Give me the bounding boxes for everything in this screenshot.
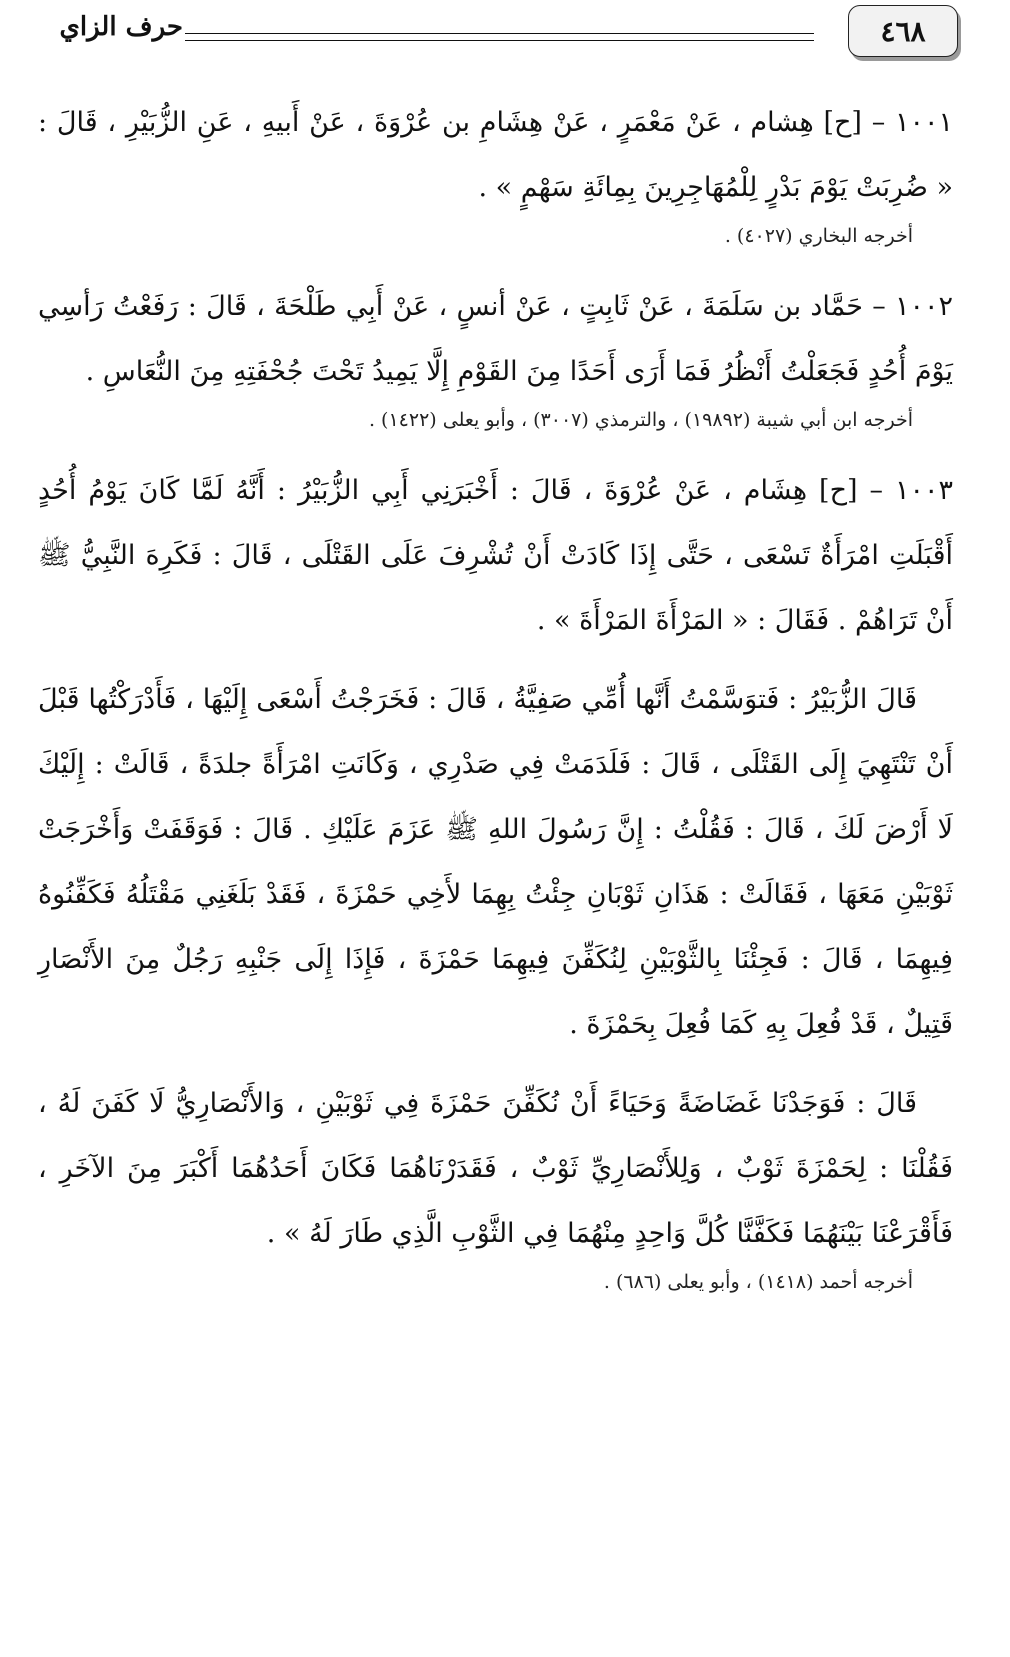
hadith-1003-continuation-2: قَالَ : فَوَجَدْنَا غَضَاضَةً وَحَيَاءً أَنْ نُكَفِّنَ حَمْزَةَ فِي ثَوْبَيْنِ ، وَالأَنْصَارِيُّ لَا كَفَنَ لَهُ ، فَقُلْنَا : لِحَمْزَةَ ثَوْبٌ ، وَلِلأَنْصَارِيِّ ثَوْبٌ ، فَقَدَرْنَاهُمَا فَكَانَ أَحَدُهُمَا أَكْبَرَ مِنَ الآخَرِ ، فَأَقْرَعْنَا بَيْنَهُمَا فَكَفَّنَّا كُلَّ وَاحِدٍ مِنْهُمَا فِي الثَّوْبِ الَّذِي طَارَ لَهُ » . — [38, 1088, 953, 1249]
hadith-1002-source: أخرجه ابن أبي شيبة (١٩٨٩٢) ، والترمذي (٣٠٠٧) ، وأبو يعلى (١٤٢٢) . — [368, 409, 913, 431]
hadith-1002-text: ١٠٠٢ – حَمَّاد بن سَلَمَةَ ، عَنْ ثَابِتٍ ، عَنْ أنسٍ ، عَنْ أَبِي طَلْحَةَ ، قَالَ : رَفَعْتُ رَأسِي يَوْمَ أُحُدٍ فَجَعَلْتُ أَنْظُرُ فَمَا أَرَى أَحَدًا مِنَ القَوْمِ إِلَّا يَمِيدُ تَحْتَ جُحْفَتِهِ مِنَ النُّعَاسِ . — [38, 291, 953, 387]
hadith-1003-continuation-1: قَالَ الزُّبَيْرُ : فَتوَسَّمْتُ أَنَّها أُمِّي صَفِيَّةُ ، قَالَ : فَخَرَجْتُ أَسْعَى إِلَيْهَا ، فَأَدْرَكْتُها قَبْلَ أَنْ تَنْتَهِيَ إِلَى القَتْلَى ، قَالَ : فَلَدَمَتْ فِي صَدْرِي ، وَكَانَتِ امْرَأَةً جلدَةً ، قَالَتْ : إِلَيْكَ لَا أَرْضَ لَكَ ، قَالَ : فَقُلْتُ : إِنَّ رَسُولَ اللهِ ﷺ عَزَمَ عَلَيْكِ . قَالَ : فَوَقَفَتْ وَأَخْرَجَتْ ثَوْبَيْنِ مَعَهَا ، فَقَالَتْ : هَذَانِ ثَوْبَانِ جِئْتُ بِهِمَا لأَخِي حَمْزَةَ ، فَقَدْ بَلَغَنِي مَقْتَلُهُ فَكَفِّنُوهُ فِيهِمَا ، قَالَ : فَجِئْنَا بِالثَّوْبَيْنِ لِنُكَفِّنَ فِيهِمَا حَمْزَةَ ، فَإِذَا إِلَى جَنْبِهِ رَجُلٌ مِنَ الأَنْصَارِ قَتِيلٌ ، قَدْ فُعِلَ بِهِ كَمَا فُعِلَ بِحَمْزَةَ . — [38, 684, 953, 1040]
page-body — [38, 90, 953, 1298]
hadith-1003-text: ١٠٠٣ – [ح] هِشَام ، عَنْ عُرْوَةَ ، قَالَ : أَخْبَرَنِي أَبِي الزُّبَيْرُ : أَنَّهُ لَمَّا كَانَ يَوْمُ أُحُدٍ أَقْبَلَتِ امْرَأَةٌ تَسْعَى ، حَتَّى إِذَا كَادَتْ أَنْ تُشْرِفَ عَلَى القَتْلَى ، قَالَ : فَكَرِهَ النَّبِيُّ ﷺ أَنْ تَرَاهُمْ . فَقَالَ : « المَرْأَةَ المَرْأَةَ » . — [38, 475, 953, 636]
spacer — [38, 252, 953, 274]
header-rule-bottom — [185, 40, 814, 41]
page-number-badge — [848, 5, 958, 57]
page-number: ٤٦٨ — [880, 14, 926, 48]
spacer — [38, 1057, 953, 1071]
spacer — [38, 436, 953, 458]
chapter-title: حرف الزاي — [59, 12, 183, 42]
spacer — [38, 653, 953, 667]
hadith-1001-source: أخرجه البخاري (٤٠٢٧) . — [724, 225, 913, 247]
page-header — [0, 0, 1010, 72]
hadith-1003-source: أخرجه أحمد (١٤١٨) ، وأبو يعلى (٦٨٦) . — [603, 1271, 913, 1293]
header-rule-top — [185, 33, 814, 34]
hadith-1001-text: ١٠٠١ – [ح] هِشام ، عَنْ مَعْمَرٍ ، عَنْ هِشَامِ بن عُرْوَةَ ، عَنْ أَبيهِ ، عَنِ الزُّبَيْرِ ، قَالَ : « ضُرِبَتْ يَوْمَ بَدْرٍ لِلْمُهَاجِرِينَ بِمِائَةِ سَهْمٍ » . — [38, 107, 953, 203]
